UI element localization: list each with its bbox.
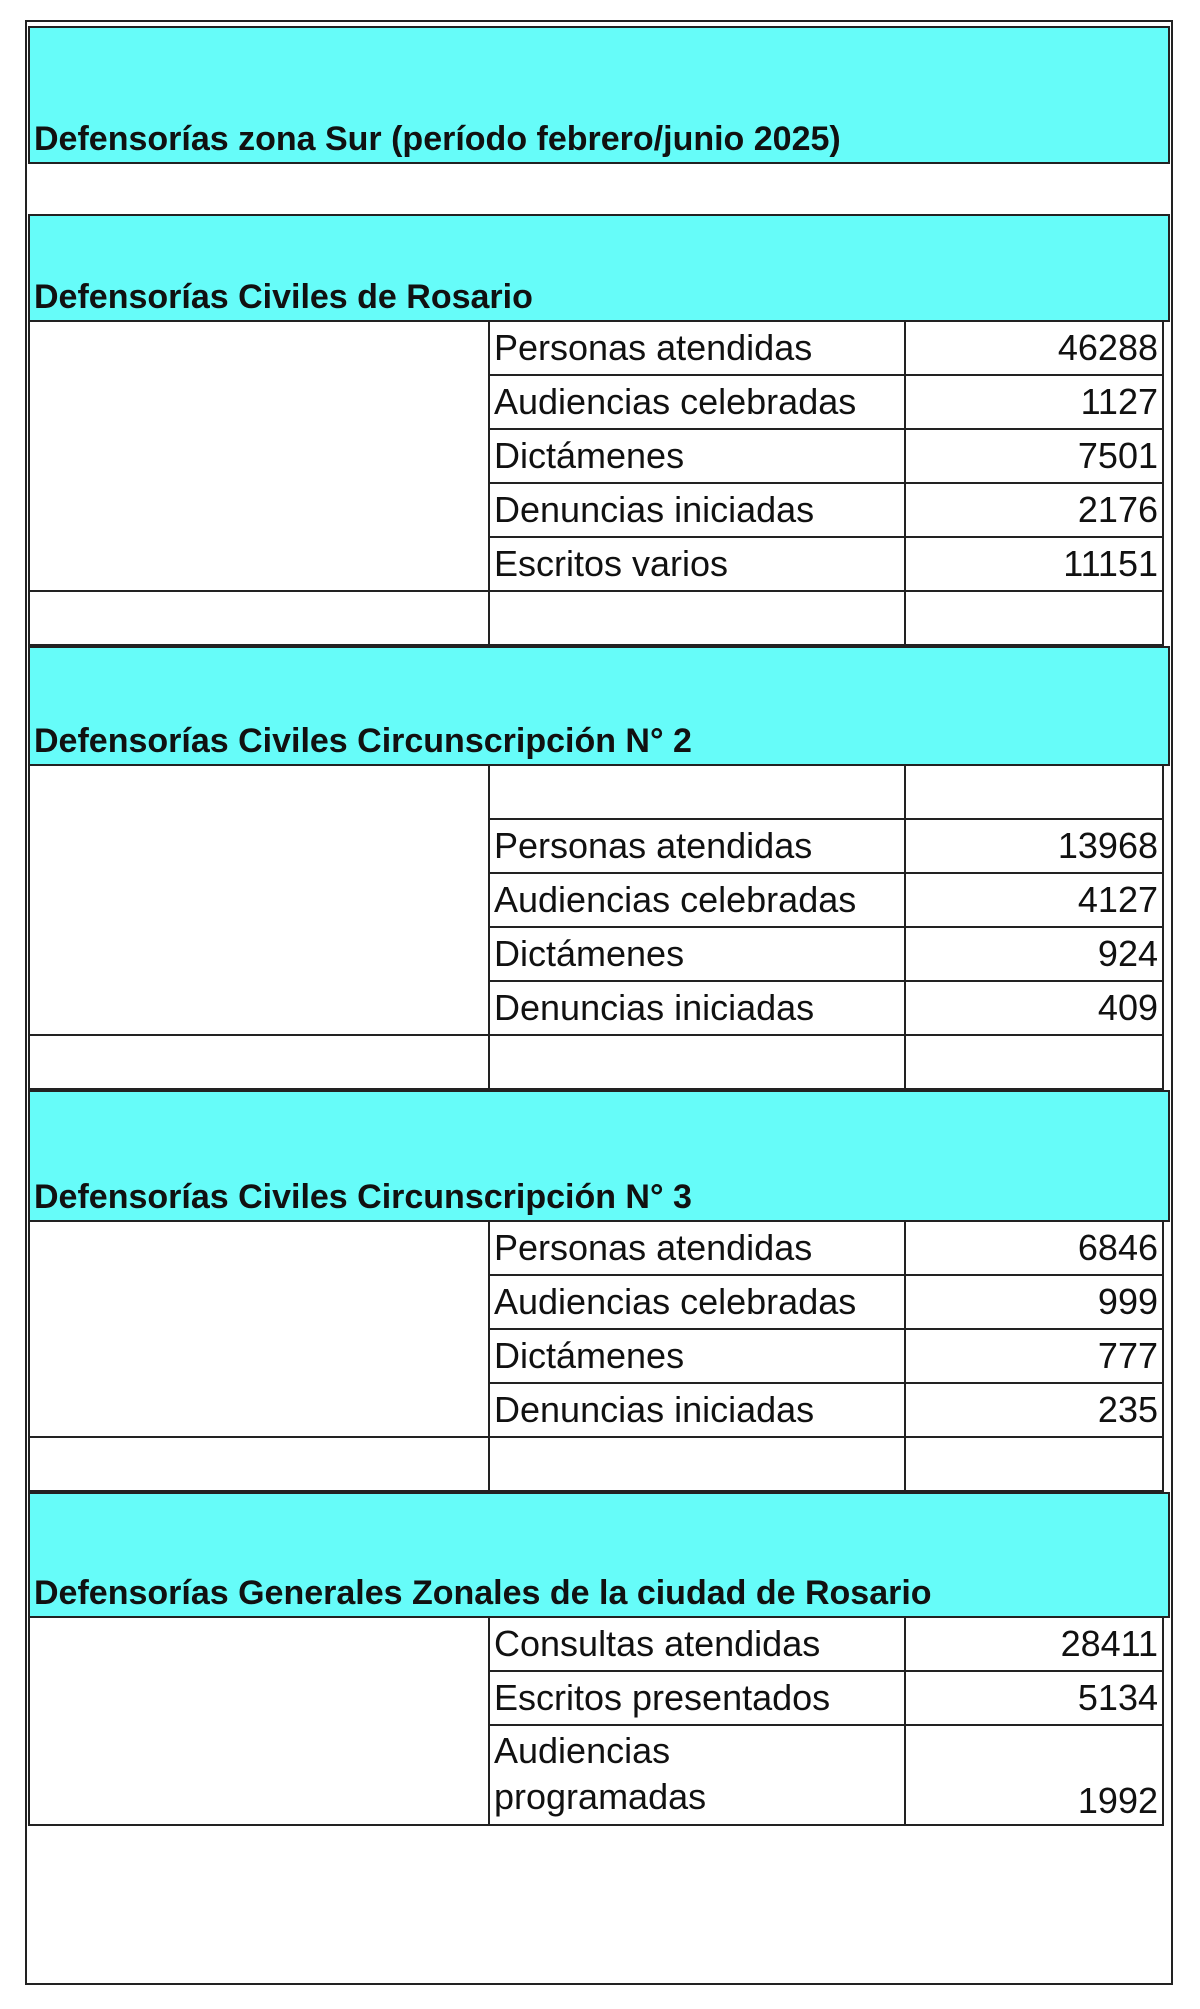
row-value: 28411: [906, 1618, 1164, 1672]
empty-cell: [906, 766, 1164, 820]
title-header: [28, 26, 1170, 164]
section-header-generales-zonales: [28, 1492, 1170, 1618]
empty-cell: [488, 1438, 906, 1492]
row-label: Denuncias iniciadas: [488, 484, 906, 538]
row-label: Dictámenes: [488, 928, 906, 982]
row-label: Audiencias celebradas: [488, 376, 906, 430]
empty-cell: [906, 1438, 1164, 1492]
row-label: Denuncias iniciadas: [488, 1384, 906, 1438]
row-value: 2176: [906, 484, 1164, 538]
section-body-civiles-rosario: [28, 322, 1170, 646]
row-value: 1992: [906, 1726, 1164, 1826]
row-value: 5134: [906, 1672, 1164, 1726]
row-value: 6846: [906, 1222, 1164, 1276]
row-label: Consultas atendidas: [488, 1618, 906, 1672]
row-label: Audiencias celebradas: [488, 874, 906, 928]
row-label: Dictámenes: [488, 430, 906, 484]
section-heading: Defensorías Civiles Circunscripción N° 3: [34, 1178, 692, 1216]
spreadsheet-table: [28, 26, 1170, 1826]
empty-cell: [28, 592, 488, 646]
row-value: 999: [906, 1276, 1164, 1330]
row-value: 409: [906, 982, 1164, 1036]
row-value: 235: [906, 1384, 1164, 1438]
row-value: 7501: [906, 430, 1164, 484]
section-header-circunscripcion-3: [28, 1090, 1170, 1222]
row-value: 11151: [906, 538, 1164, 592]
row-value: 777: [906, 1330, 1164, 1384]
empty-cell: [488, 592, 906, 646]
row-label: Escritos presentados: [488, 1672, 906, 1726]
row-label: Denuncias iniciadas: [488, 982, 906, 1036]
row-label: Personas atendidas: [488, 1222, 906, 1276]
section-body-circunscripcion-2: [28, 766, 1170, 1090]
row-label: Audiencias programadas: [488, 1726, 906, 1826]
row-value: 4127: [906, 874, 1164, 928]
row-label: Personas atendidas: [488, 322, 906, 376]
row-label: Personas atendidas: [488, 820, 906, 874]
row-label: Dictámenes: [488, 1330, 906, 1384]
row-label: Audiencias celebradas: [488, 1276, 906, 1330]
section-heading: Defensorías Generales Zonales de la ciudad de Rosario: [34, 1574, 932, 1612]
section-body-generales-zonales: [28, 1618, 1170, 1826]
row-label: Escritos varios: [488, 538, 906, 592]
empty-cell: [906, 1036, 1164, 1090]
spacer-row: [28, 164, 1170, 214]
section-body-circunscripcion-3: [28, 1222, 1170, 1492]
empty-cell: [906, 592, 1164, 646]
row-value: 13968: [906, 820, 1164, 874]
section-header-circunscripcion-2: [28, 646, 1170, 766]
row-value: 1127: [906, 376, 1164, 430]
empty-cell: [28, 1438, 488, 1492]
empty-cell: [488, 766, 906, 820]
section-heading: Defensorías Civiles de Rosario: [34, 278, 533, 316]
section-header-civiles-rosario: [28, 214, 1170, 322]
row-value: 924: [906, 928, 1164, 982]
table-title: Defensorías zona Sur (período febrero/junio 2025): [34, 120, 841, 158]
empty-cell: [28, 1036, 488, 1090]
section-heading: Defensorías Civiles Circunscripción N° 2: [34, 722, 692, 760]
empty-cell: [488, 1036, 906, 1090]
row-value: 46288: [906, 322, 1164, 376]
